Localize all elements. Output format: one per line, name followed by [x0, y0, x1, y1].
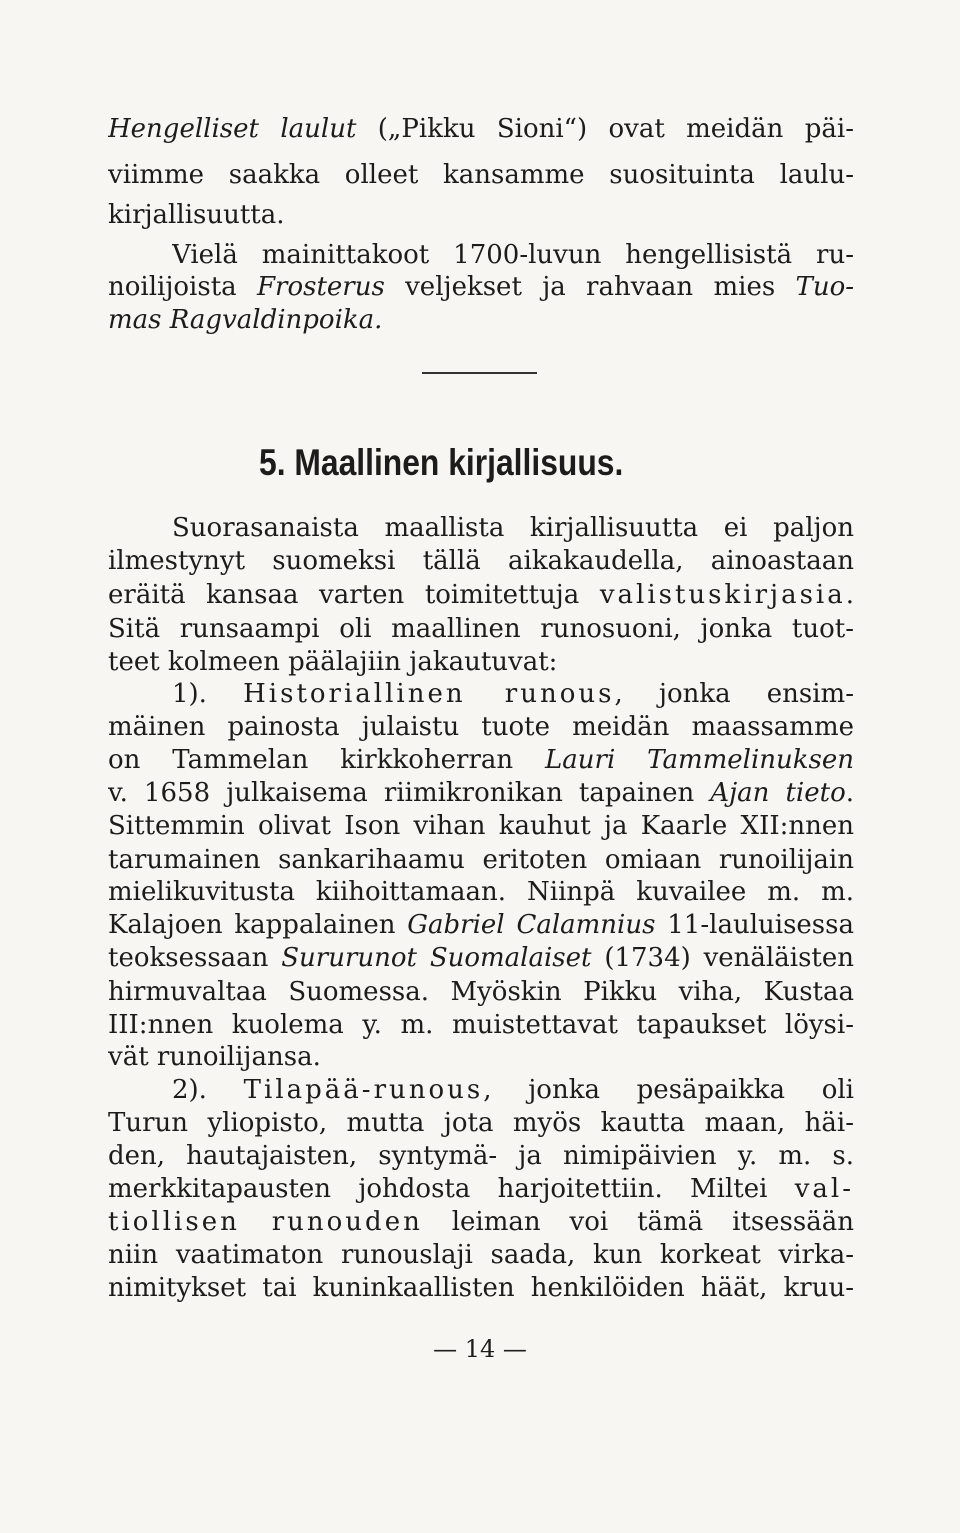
text-line: tarumainen sankarihaamu eritoten omiaan runoilijain	[108, 845, 854, 875]
text-run: leiman voi tämä itsessään	[422, 1207, 854, 1237]
text-line: mas Ragvaldinpoika.	[108, 305, 383, 335]
text-line	[108, 112, 854, 146]
text-run: merkkitapausten johdosta harjoitettiin. Miltei	[108, 1174, 795, 1204]
italic-term: Gabriel Calamnius	[407, 910, 656, 940]
text-line	[108, 908, 854, 942]
text-line: viimme saakka olleet kansamme suosituinta laulu-	[108, 160, 854, 190]
text-line: mäinen painosta julaistu tuote meidän maassamme	[108, 712, 854, 742]
text-run: noilijoista	[108, 272, 257, 302]
text-run: 11-lauluisessa	[655, 910, 854, 940]
text-line: kirjallisuutta.	[108, 200, 285, 230]
italic-term: Frosterus	[256, 272, 385, 302]
spaced-term: val-	[794, 1174, 854, 1204]
text-line: Sittemmin olivat Ison vihan kauhut ja Kaarle XII:nnen	[108, 811, 854, 841]
italic-term: Ajan tieto	[710, 778, 846, 808]
text-run: (1734) venäläisten	[591, 943, 854, 973]
text-run: teoksessaan	[108, 943, 282, 973]
italic-term: Tuo-	[795, 272, 854, 302]
text-line: ilmestynyt suomeksi tällä aikakaudella, ainoastaan	[108, 546, 854, 576]
text-line: vät runoilijansa.	[108, 1042, 321, 1072]
text-line: Turun yliopisto, mutta jota myös kautta maan, häi-	[108, 1108, 854, 1138]
text-line: Sitä runsaampi oli maallinen runosuoni, jonka tuot-	[108, 614, 854, 644]
text-run: veljekset ja rahvaan mies	[384, 272, 796, 302]
text-run: .	[845, 580, 854, 610]
text-run: v. 1658 julkaisema riimikronikan tapainen	[108, 778, 711, 808]
text-run: 1).	[172, 679, 244, 709]
text-line: teet kolmeen päälajiin jakautuvat:	[108, 647, 558, 677]
italic-term: Lauri Tammelinuksen	[545, 745, 854, 775]
text-run: , jonka ensim-	[614, 679, 854, 709]
text-line: mielikuvitusta kiihoittamaan. Niinpä kuvailee m. m.	[108, 877, 854, 907]
text-line: Vielä mainittakoot 1700-luvun hengellisistä ru-	[172, 240, 854, 270]
text-line	[108, 743, 854, 777]
page-number: — 14 —	[433, 1335, 527, 1363]
section-divider	[422, 372, 537, 374]
text-line: Suorasanaista maallista kirjallisuutta ei paljon	[172, 513, 854, 543]
spaced-term: tiollisen runouden	[108, 1207, 423, 1237]
spaced-term: Historiallinen runous	[243, 679, 615, 709]
text-line: nimitykset tai kuninkaallisten henkilöiden häät, kruu-	[108, 1273, 854, 1303]
italic-term: Sururunot Suomalaiset	[281, 943, 592, 973]
text-line: den, hautajaisten, syntymä- ja nimipäivien y. m. s.	[108, 1141, 854, 1171]
text-line	[108, 270, 854, 304]
spaced-term: valistuskirjasia	[599, 580, 846, 610]
text-line: hirmuvaltaa Suomessa. Myöskin Pikku viha, Kustaa	[108, 977, 854, 1007]
text-line: III:nnen kuolema y. m. muistettavat tapaukset löysi-	[108, 1010, 854, 1040]
text-run: eräitä kansaa varten toimitettuja	[108, 580, 600, 610]
text-line	[108, 1172, 854, 1206]
text-line	[108, 1205, 854, 1239]
text-run: 2).	[172, 1075, 244, 1105]
text-run: .	[845, 778, 854, 808]
text-line	[108, 578, 854, 612]
text-line	[108, 776, 854, 810]
text-run: , jonka pesäpaikka oli	[483, 1075, 854, 1105]
text-run: on Tammelan kirkkoherran	[108, 745, 545, 775]
text-line	[172, 677, 854, 711]
text-line	[108, 941, 854, 975]
section-heading: 5. Maallinen kirjallisuus.	[259, 442, 624, 483]
text-line	[172, 1073, 854, 1107]
text-run: Kalajoen kappalainen	[108, 910, 408, 940]
italic-term: Hengelliset laulut	[108, 114, 357, 144]
spaced-term: Tilapää-runous	[243, 1075, 484, 1105]
text-line: niin vaatimaton runouslaji saada, kun korkeat virka-	[108, 1240, 854, 1270]
text-run: („Pikku Sioni“) ovat meidän päi-	[356, 114, 854, 144]
